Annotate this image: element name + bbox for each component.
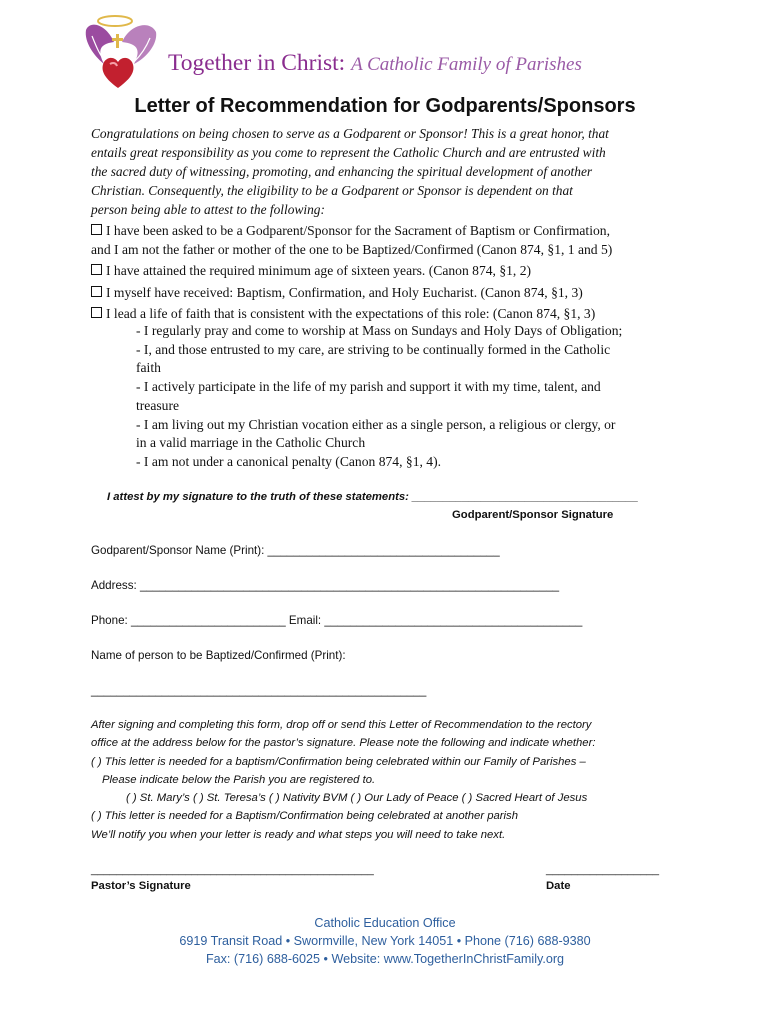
footer-office: Catholic Education Office [314,916,456,930]
signature-label: Godparent/Sponsor Signature [452,509,614,521]
footer-address: 6919 Transit Road • Swormville, New York 14051 • Phone (716) 688-9380 [179,934,591,948]
sub-list-line: treasure [136,397,180,413]
faith-sub-list [136,322,681,472]
parish-options[interactable]: ( ) St. Mary’s ( ) St. Teresa’s ( ) Nativity BVM ( ) Our Lady of Peace ( ) Sacred Heart of Jesus [126,792,588,805]
checklist-text: I myself have received: Baptism, Confirmation, and Holy Eucharist. (Canon 874, §1, 3) [106,285,583,300]
intro-line: person being able to attest to the following: [91,202,325,217]
baptized-name-field[interactable]: ____________________________________________________ [91,684,427,697]
heart-with-wings-logo-icon [80,12,162,94]
sub-list-line: - I actively participate in the life of my parish and support it with my time, talent, and [136,379,601,395]
intro-line: the sacred duty of witnessing, promoting, and enhancing the spiritual development of another [91,164,593,179]
closing-line[interactable]: ( ) This letter is needed for a Baptism/Confirmation being celebrated at another parish [91,810,518,823]
checklist-text: and I am not the father or mother of the one to be Baptized/Confirmed (Canon 874, §1, 1 and 5) [91,242,613,257]
phone-email-field[interactable]: Phone: ________________________ Email: ________________________________________ [91,614,583,627]
date-line[interactable]: __________________ [546,864,660,876]
checklist-item [91,221,691,259]
baptized-name-label: Name of person to be Baptized/Confirmed (Print): [91,649,346,662]
checkbox-icon[interactable] [91,286,102,297]
intro-line: entails great responsibility as you come to represent the Catholic Church and are entrusted with [91,145,606,160]
intro-paragraph [91,124,691,219]
address-field[interactable]: Address: _________________________________________________________________ [91,579,560,592]
pastor-signature-label: Pastor’s Signature [91,880,191,892]
pastor-signature-line[interactable]: _____________________________________________ [91,864,374,876]
organization-name: Together in Christ: [168,50,346,76]
checkbox-icon[interactable] [91,264,102,275]
intro-line: Congratulations on being chosen to serve as a Godparent or Sponsor! This is a great honor, that [91,126,609,141]
closing-line: Please indicate below the Parish you are registered to. [102,773,376,786]
footer-fax-website: Fax: (716) 688-6025 • Website: www.TogetherInChristFamily.org [205,952,565,966]
intro-line: Christian. Consequently, the eligibility to be a Godparent or Sponsor is dependent on that [91,183,573,198]
closing-line[interactable]: ( ) This letter is needed for a baptism/Confirmation being celebrated within our Family of Parishes – [91,755,586,768]
footer-contact [0,914,770,968]
checklist-text: I lead a life of faith that is consistent with the expectations of this role: (Canon 874, §1, 3) [106,306,596,321]
closing-line: After signing and completing this form, drop off or send this Letter of Recommendation to the rectory [91,719,592,731]
checkbox-icon[interactable] [91,307,102,318]
sub-list-line: - I am not under a canonical penalty (Canon 874, §1, 4). [136,453,442,469]
sub-list-line: faith [136,360,161,376]
closing-line: We’ll notify you when your letter is ready and what steps you will need to take next. [91,828,506,841]
sub-list-line: in a valid marriage in the Catholic Church [136,435,366,451]
closing-line: office at the address below for the pastor’s signature. Please note the following and indicate whether: [91,737,596,750]
sub-list-line: - I, and those entrusted to my care, are striving to be continually formed in the Catholic [136,341,611,357]
checklist-text: I have attained the required minimum age of sixteen years. (Canon 874, §1, 2) [106,263,532,278]
checklist-item [91,261,691,280]
checklist-item [91,304,691,323]
checklist-item [91,283,691,302]
attestation-signature-field[interactable]: I attest by my signature to the truth of these statements: ____________________________________ [107,491,639,503]
godparent-name-field[interactable]: Godparent/Sponsor Name (Print): ____________________________________ [91,544,500,557]
sub-list-line: - I regularly pray and come to worship at Mass on Sundays and Holy Days of Obligation; [136,323,623,338]
checkbox-icon[interactable] [91,224,102,235]
closing-instructions [91,716,691,844]
organization-subtitle: A Catholic Family of Parishes [351,54,582,75]
organization-title [168,50,582,77]
sub-list-line: - I am living out my Christian vocation either as a single person, a religious or clergy, or [136,416,616,432]
checklist-text: I have been asked to be a Godparent/Sponsor for the Sacrament of Baptism or Confirmation, [106,223,610,238]
date-label: Date [546,880,571,892]
document-title: Letter of Recommendation for Godparents/Sponsors [134,95,636,117]
